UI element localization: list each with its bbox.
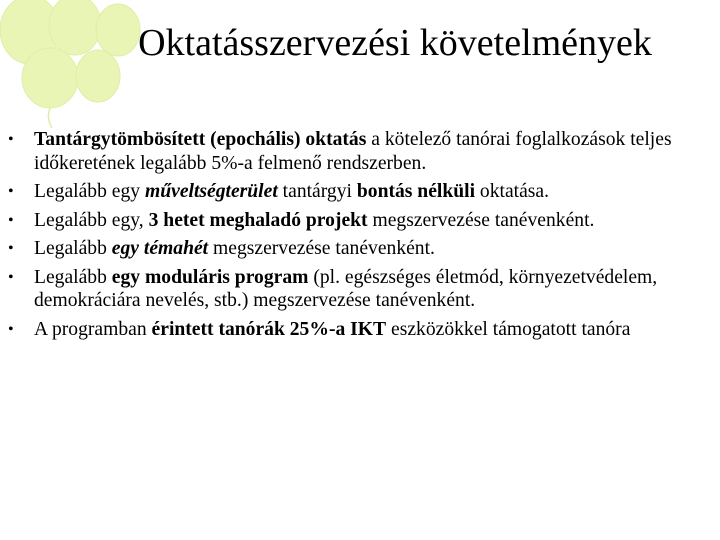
list-item-text: megszervezése tanévenként. <box>367 209 595 231</box>
bullet-icon: • <box>8 131 14 148</box>
list-item-text: tantárgyi <box>277 181 357 202</box>
list-item-text: a kötelező tanórai foglalkozások teljes időkeretének legalább 5%-a felmenő rendszerben. <box>34 129 672 174</box>
balloon-shape-4 <box>22 48 78 108</box>
list-item <box>8 266 714 313</box>
list-item-text: oktatása. <box>475 181 550 202</box>
list-item-text: műveltségterület <box>144 181 278 202</box>
list-item-text: érintett tanórák 25%-a IKT <box>151 318 387 340</box>
balloon-string <box>48 108 52 128</box>
list-item-text: bontás nélküli <box>356 181 476 202</box>
list-item-text: megszervezése tanévenként. <box>208 238 435 259</box>
list-item <box>8 128 714 175</box>
list-item <box>8 318 714 342</box>
bullet-icon: • <box>8 240 14 257</box>
requirements-list <box>8 128 714 346</box>
page-title: Oktatásszervezési követelmények <box>138 22 652 64</box>
list-item-text: 3 hetet meghaladó projekt <box>148 209 368 231</box>
list-item-text: egy témahét <box>111 238 209 259</box>
list-item <box>8 209 714 233</box>
list-item-text: egy moduláris program <box>111 266 309 288</box>
list-item <box>8 237 714 261</box>
list-item-text: Tantárgytömbösített (epochális) oktatás <box>34 129 367 150</box>
list-item <box>8 180 714 204</box>
list-item-text: Legalább <box>34 266 112 288</box>
list-item-text: Legalább egy <box>34 181 145 202</box>
list-item-text: (pl. egészséges életmód, környezetvédelem, demokráciára nevelés, stb.) megszervezése tanévenként. <box>34 266 658 311</box>
list-item-text: Legalább egy, <box>34 209 149 231</box>
bullet-icon: • <box>8 211 14 229</box>
bullet-icon: • <box>8 268 14 286</box>
bullet-icon: • <box>8 183 14 200</box>
bullet-icon: • <box>8 320 14 338</box>
list-item-text: eszközökkel támogatott tanóra <box>386 318 631 340</box>
list-item-text: Legalább <box>34 238 112 259</box>
list-item-text: A programban <box>34 318 152 340</box>
